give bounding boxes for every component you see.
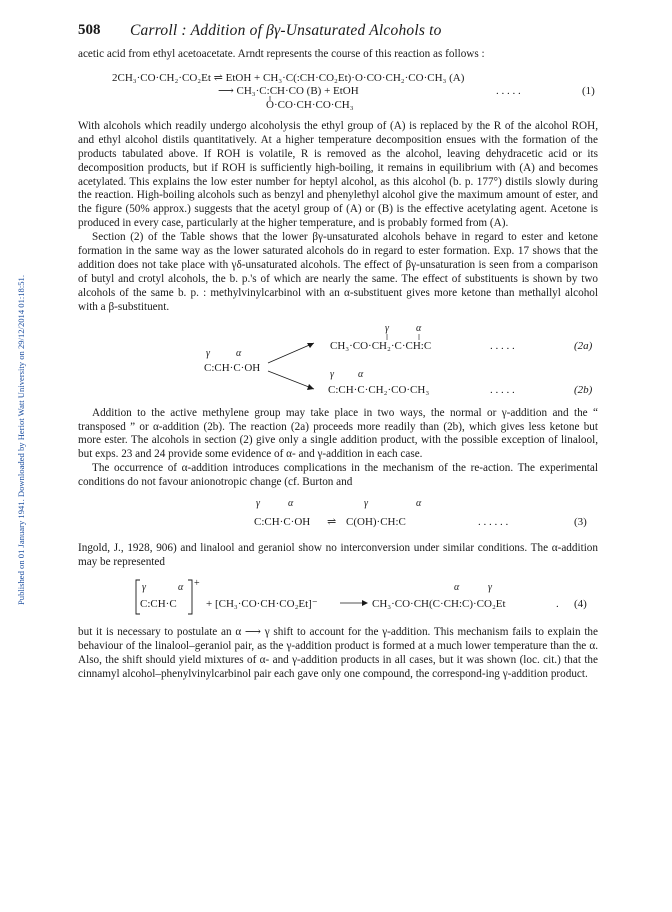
- eq2a-alpha: α: [416, 322, 422, 334]
- publisher-watermark: [14, 60, 28, 820]
- paper-page: [78, 22, 598, 681]
- eq2-arrow-down: [268, 371, 314, 389]
- paragraph-4: Addition to the active methylene group may take place in two ways, the normal or γ-addition and the “ transposed ” or α-addition (2b). The reaction (2a) proceeds more readily than (2b), which gives less ketone but more ester. The alcohols in section (2) give only a single addition product, with the possible exception of linalool, but exps. 23 and 24 provide some evidence of α- and γ-addition in each case.: [78, 406, 598, 461]
- eq1-line2: ⟶ CH₃·C:CH·CO (B) + EtOH: [218, 84, 359, 97]
- eq1-dots: . . . . .: [496, 84, 521, 97]
- eq2-product-b: C:CH·C·CH₂·CO·CH₃: [328, 383, 430, 396]
- eq1-line1: 2CH₃·CO·CH₂·CO₂Et ⇌ EtOH + CH₃·C(:CH·CO₂Et)·O·CO·CH₂·CO·CH₃ (A): [112, 71, 465, 84]
- eq1-number: (1): [582, 84, 595, 97]
- eq2-reactant-gamma: γ: [206, 347, 210, 359]
- eq2a-gamma: γ: [385, 322, 389, 334]
- eq3-left-gamma: γ: [256, 498, 260, 510]
- eq2a-dots: . . . . .: [490, 339, 515, 352]
- eq3-right-gamma: γ: [364, 498, 368, 510]
- paragraph-5: The occurrence of α-addition introduces complications in the mechanism of the re-action. The experimental conditions do not favour anionotropic change (cf. Burton and: [78, 462, 598, 489]
- eq4-product: CH₃·CO·CH(C·CH:C)·CO₂Et: [372, 597, 506, 610]
- eq4-arrowhead: [362, 600, 368, 606]
- paragraph-1: acetic acid from ethyl acetoacetate. Arndt represents the course of this reaction as follows :: [78, 48, 485, 60]
- eq4-charge: +: [194, 577, 200, 589]
- eq3-left: C:CH·C·OH: [254, 516, 311, 529]
- paragraph-3: Section (2) of the Table shows that the lower βγ-unsaturated alcohols behave in regard to ester and ketone formation in the same way as the lower saturated alcohols do in regard to ester formation. Exp. 17 shows that the addition does not take place with γδ-unsaturated alcohols. The effect of βγ-unsaturation is seen from a comparison of butyl and crotyl alcohols, the b. p.'s of which are nearly the same. The effect of substituents is shown by two alcohols of the same b. p. : methylvinylcarbinol with an α-substituent gives more ketone than methallyl alcohol with a β-substituent.: [78, 231, 598, 313]
- eq2-number-a: (2a): [574, 339, 593, 352]
- eq4-dot: .: [556, 597, 559, 610]
- eq2-reactant-alpha: α: [236, 347, 242, 359]
- eq3-right: C(OH)·CH:C: [346, 516, 406, 529]
- eq4-product-alpha: α: [454, 581, 460, 593]
- eq3-equilibrium: ⇌: [327, 516, 337, 529]
- eq1-line3: O·CO·CH·CO·CH₃: [266, 98, 354, 111]
- equation-1: [78, 70, 598, 116]
- running-title: Carroll : Addition of βγ-Unsaturated Alcohols to: [130, 22, 442, 39]
- eq4-bracket-right: [188, 580, 192, 614]
- watermark-text: Published on 01 January 1941. Downloaded by Heriot Watt University on 29/12/2014 01:18:51.: [16, 275, 26, 605]
- eq4-cation-alpha: α: [178, 581, 184, 593]
- eq2-arrowhead-down: [307, 384, 314, 390]
- equation-3: [78, 494, 598, 536]
- equation-4: [78, 576, 598, 620]
- page-number: 508: [78, 22, 101, 38]
- eq4-number: (4): [574, 597, 587, 610]
- eq2b-alpha: α: [358, 368, 364, 380]
- eq4-cation: C:CH·C: [140, 597, 177, 610]
- eq3-dots: . . . . . .: [478, 516, 509, 529]
- running-header: [78, 22, 598, 42]
- eq2-number-b: (2b): [574, 383, 593, 396]
- eq4-cation-gamma: γ: [142, 581, 146, 593]
- eq2-product-a: CH₃·CO·CH₂·C·CH:C: [330, 339, 432, 352]
- eq2b-dots: . . . . .: [490, 383, 515, 396]
- eq4-anion: + [CH₃·CO·CH·CO₂Et]⁻: [206, 597, 318, 610]
- eq3-number: (3): [574, 516, 587, 529]
- eq3-right-alpha: α: [416, 498, 422, 510]
- paragraph-6: Ingold, J., 1928, 906) and linalool and geraniol show no interconversion under similar conditions. The α-addition may be represented: [78, 542, 598, 568]
- eq4-product-gamma: γ: [488, 581, 492, 593]
- eq2b-gamma: γ: [330, 368, 334, 380]
- paragraph-7: but it is necessary to postulate an α ⟶ γ shift to account for the γ-addition. This mechanism fails to explain the behaviour of the linalool–geraniol pair, as the γ-addition product is formed at a much lower temperature than the α. Also, the shift should yield mixtures of α- and γ-addition products in all cases, but it was shown (loc. cit.) that the cinnamyl alcohol–phenylvinylcarbinol pair each gave only one compound, the correspond-ing γ-addition product.: [78, 625, 598, 680]
- paragraph-2: With alcohols which readily undergo alcoholysis the ethyl group of (A) is replaced by the R of the alcohol ROH, and ethyl alcohol distils quantitatively. At a higher temperature decomposition ensues with the formation of the products tabulated above. If ROH is volatile, R is removed as the alcohol, leaving dehydracetic acid or its decomposition products, but if ROH is sufficiently high-boiling, it remains in equilibrium with (A) and becomes acetylated. This explains the low ester number for heptyl alcohol, as this alcohol (b. p. 177°) distils slowly during the reaction. High-boiling alcohols such as benzyl and phenylethyl alcohol give the maximum amount of ester, and the figure (50% approx.) suggests that the acetyl group of (A) or (B) is the effective acetylating agent. Acetone is produced in every case, particularly at the higher temperature, and is probably formed from (A).: [78, 119, 598, 230]
- eq2-reactant: C:CH·C·OH: [204, 361, 261, 374]
- eq3-left-alpha: α: [288, 498, 294, 510]
- eq2-arrow-up: [268, 343, 314, 363]
- equation-2: [78, 319, 598, 401]
